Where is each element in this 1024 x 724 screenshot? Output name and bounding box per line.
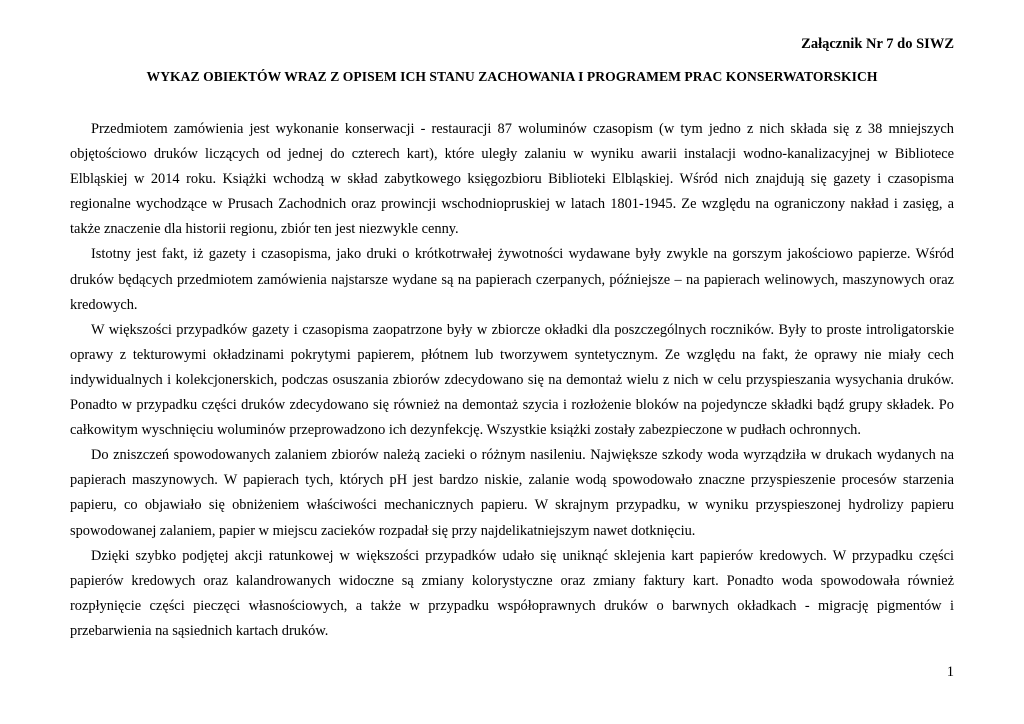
paragraph-2: Istotny jest fakt, iż gazety i czasopisma, jako druki o krótkotrwałej żywotności wydawane były zwykle na gorszym jakościowo papierze. Wśród druków będących przedmiotem zamówienia najstarsze wydane są na papierach czerpanych, późniejsze – na papierach welinowych, maszynowych oraz kredowych. — [70, 246, 954, 313]
annex-label: Załącznik Nr 7 do SIWZ — [801, 36, 954, 52]
paragraph-4: Do zniszczeń spowodowanych zalaniem zbiorów należą zacieki o różnym nasileniu. Największe szkody woda wyrządziła w drukach wydanych na papierach maszynowych. W papierach tych, których pH jest bardzo niskie, zalanie wodą spowodowało znaczne przyspieszenie procesów starzenia papieru, co objawiało się obniżeniem właściwości mechanicznych papieru. W skrajnym przypadku, w wyniku przyspieszonej hydrolizy papieru spowodowanej zalaniem, papier w miejscu zacieków rozpadał się przy najdelikatniejszym nawet dotknięciu. — [70, 447, 954, 539]
paragraph-3: W większości przypadków gazety i czasopisma zaopatrzone były w zbiorcze okładki dla poszczególnych roczników. Były to proste introligatorskie oprawy z tekturowymi okładzinami pokrytymi papierem, płótnem lub tworzywem syntetycznym. Ze względu na fakt, że oprawy nie miały cech indywidualnych i kolekcjonerskich, podczas osuszania zbiorów zdecydowano się na demontaż wielu z nich w celu przyspieszania wysychania druków. Ponadto w przypadku części druków zdecydowano się również na demontaż szycia i rozłożenie bloków na pojedyncze składki bądź grupy składek. Po całkowitym wyschnięciu woluminów przeprowadzono ich dezynfekcję. Wszystkie książki zostały zabezpieczone w pudłach ochronnych. — [70, 321, 954, 439]
document-title: WYKAZ OBIEKTÓW WRAZ Z OPISEM ICH STANU ZACHOWANIA I PROGRAMEM PRAC KONSERWATORSKICH — [146, 69, 878, 84]
page-number: 1 — [946, 664, 954, 680]
document-body — [70, 117, 954, 644]
paragraph-5: Dzięki szybko podjętej akcji ratunkowej w większości przypadków udało się uniknąć sklejenia kart papierów kredowych. W przypadku części papierów kredowych oraz kalandrowanych widoczne są zmiany kolorystyczne oraz zmiany faktury kart. Ponadto woda spowodowała również rozpłynięcie części pieczęci własnościowych, a także w przypadku współoprawnych druków o barwnych okładkach - migrację pigmentów i przebarwienia na sąsiednich kartach druków. — [70, 547, 954, 639]
paragraph-1: Przedmiotem zamówienia jest wykonanie konserwacji - restauracji 87 woluminów czasopism (w tym jedno z nich składa się z 38 mniejszych objętościowo druków liczących od jednej do czterech kart), które uległy zalaniu w wyniku awarii instalacji wodno-kanalizacyjnej w Bibliotece Elbląskiej w 2014 roku. Książki wchodzą w skład zabytkowego księgozbioru Biblioteki Elbląskiej. Wśród nich znajdują się gazety i czasopisma regionalne wychodzące w Prusach Zachodnich oraz prowincji wschodniopruskiej w latach 1801-1945. Ze względu na ograniczony nakład i zasięg, a także znaczenie dla historii regionu, zbiór ten jest niezwykle cenny. — [70, 121, 954, 238]
